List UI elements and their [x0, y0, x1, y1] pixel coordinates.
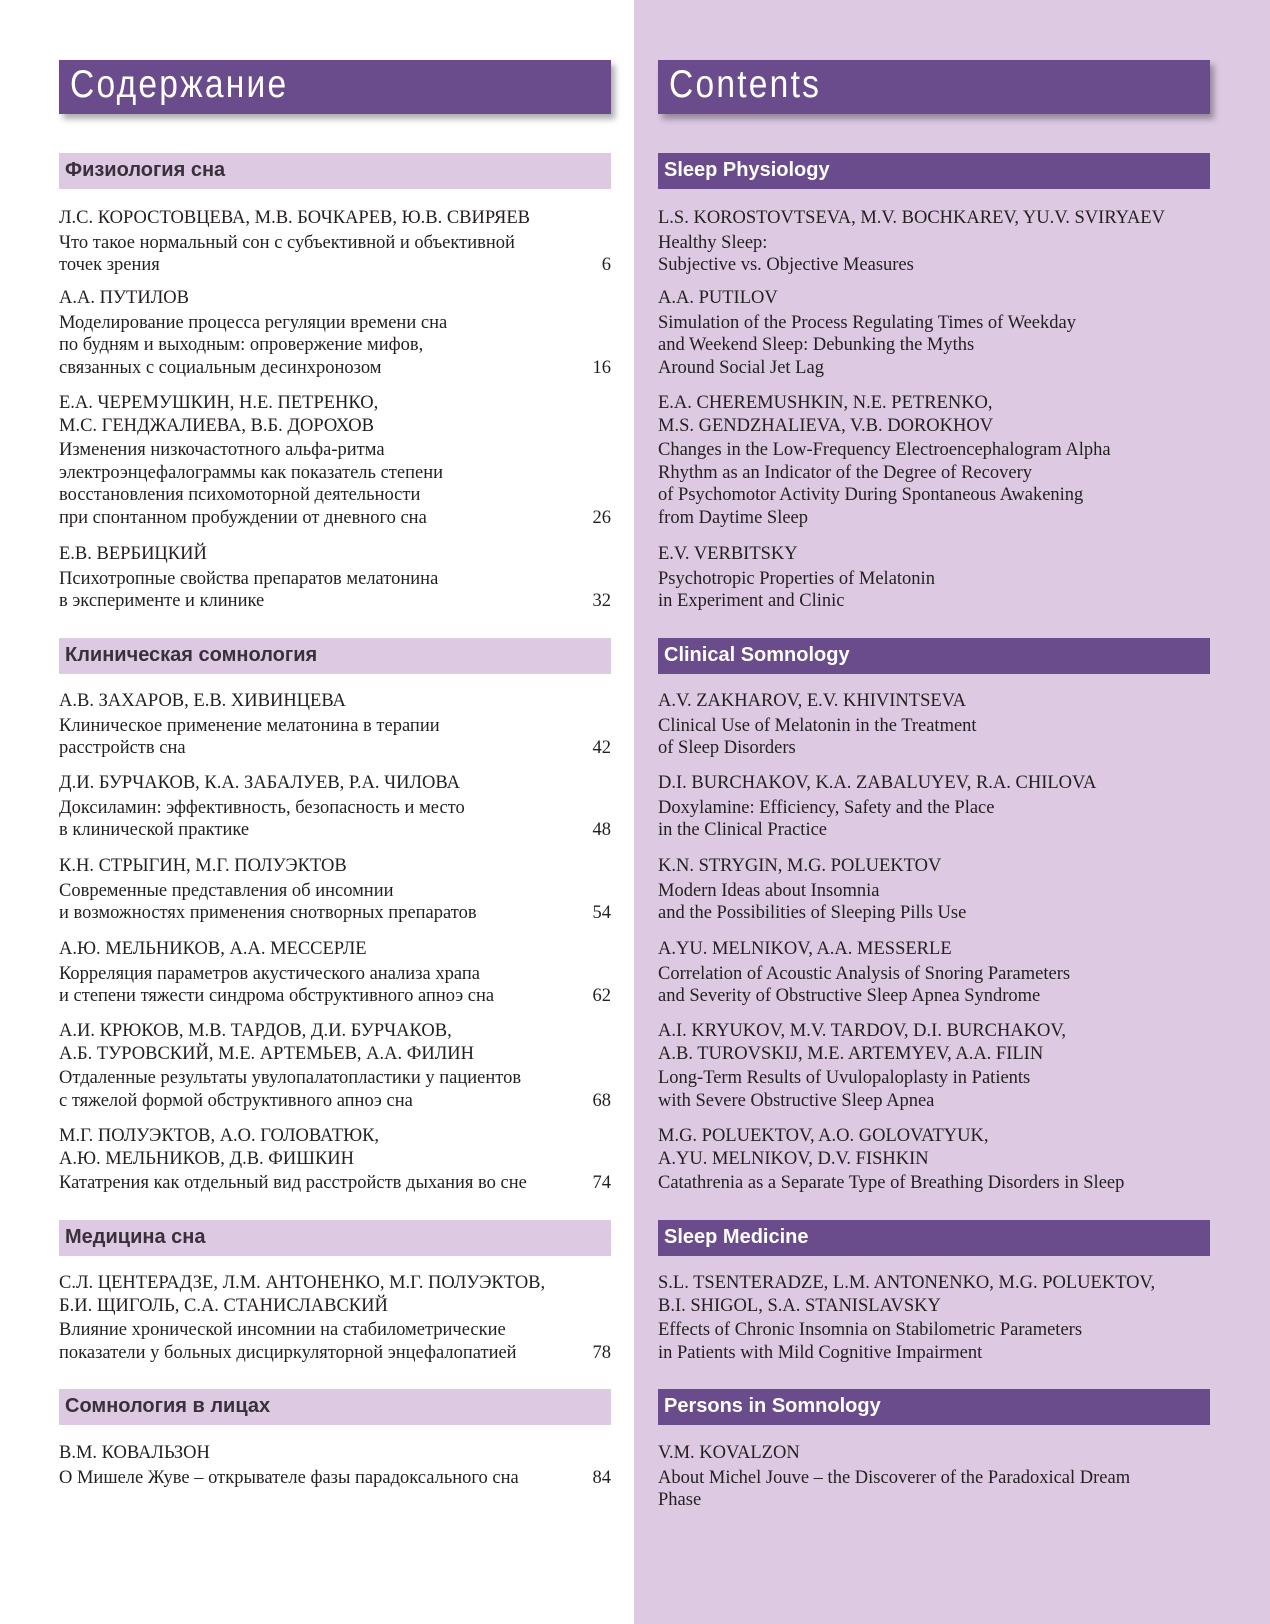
entry-title: Doxylamine: Efficiency, Safety and the Place in the Clinical Practice [658, 797, 995, 840]
entry-authors: A.A. PUTILOV [658, 288, 778, 308]
section-header[interactable]: Медицина сна [59, 1220, 611, 1256]
section-header[interactable]: Sleep Physiology [658, 153, 1210, 189]
page-number: 74 [592, 1173, 611, 1193]
entry-title: Correlation of Acoustic Analysis of Snoring Parameters and Severity of Obstructive Sleep Apnea Syndrome [658, 963, 1071, 1006]
toc-entry[interactable] [658, 690, 1210, 760]
section-header[interactable]: Clinical Somnology [658, 638, 1210, 674]
toc-entry[interactable] [658, 392, 1210, 529]
entry-title: Доксиламин: эффективность, безопасность и место в клинической практике [59, 797, 465, 840]
entry-authors: А.А. ПУТИЛОВ [59, 288, 189, 308]
entry-authors: A.I. KRYUKOV, M.V. TARDOV, D.I. BURCHAKOV, A.B. TUROVSKIJ, M.E. ARTEMYEV, A.A. FILIN [658, 1021, 1066, 1064]
toc-entry[interactable] [658, 1272, 1210, 1364]
section-header[interactable]: Клиническая сомнология [59, 638, 611, 674]
toc-entry[interactable] [59, 938, 611, 1008]
page-number: 48 [592, 820, 611, 840]
toc-entry[interactable] [59, 543, 611, 613]
toc-entry[interactable] [658, 1442, 1210, 1512]
entry-authors: L.S. KOROSTOVTSEVA, M.V. BOCHKAREV, YU.V. SVIRYAEV [658, 208, 1165, 228]
toc-entry[interactable] [658, 543, 1210, 613]
page-title-bar [59, 60, 611, 114]
toc-entry[interactable] [658, 1020, 1210, 1112]
entry-title: Что такое нормальный сон с субъективной и объективной точек зрения [59, 232, 515, 275]
entry-title: Психотропные свойства препаратов мелатонина в эксперименте и клинике [59, 568, 439, 611]
entry-authors: С.Л. ЦЕНТЕРАДЗЕ, Л.М. АНТОНЕНКО, М.Г. ПОЛУЭКТОВ, Б.И. ЩИГОЛЬ, С.А. СТАНИСЛАВСКИЙ [59, 1273, 546, 1316]
entry-title: Simulation of the Process Regulating Times of Weekday and Weekend Sleep: Debunking the Myths Around Social Jet Lag [658, 312, 1076, 378]
page-number: 16 [592, 357, 611, 378]
toc-entry[interactable] [658, 1125, 1210, 1195]
page-number: 54 [592, 903, 611, 923]
page-title-bar [658, 60, 1210, 114]
toc-entry[interactable] [658, 287, 1210, 379]
entry-title: Современные представления об инсомнии и возможностях применения снотворных препаратов [59, 880, 477, 923]
entry-title: Effects of Chronic Insomnia on Stabilometric Parameters in Patients with Mild Cognitive Impairment [658, 1320, 1083, 1363]
toc-entry[interactable] [658, 207, 1210, 277]
toc-entry[interactable] [658, 855, 1210, 925]
entry-authors: E.A. CHEREMUSHKIN, N.E. PETRENKO, M.S. GENDZHALIEVA, V.B. DOROKHOV [658, 393, 994, 436]
entry-title: Клиническое применение мелатонина в терапии расстройств сна [59, 715, 440, 758]
entry-title: Modern Ideas about Insomnia and the Possibilities of Sleeping Pills Use [658, 880, 967, 923]
entry-title: Влияние хронической инсомнии на стабилометрические показатели у больных дисциркуляторной энцефалопатией [59, 1320, 517, 1363]
entry-authors: A.YU. MELNIKOV, A.A. MESSERLE [658, 939, 952, 959]
entry-title: Моделирование процесса регуляции времени сна по будням и выходным: опровержение мифов, связанных с социальным десинхронозом [59, 312, 448, 378]
page-number: 26 [592, 507, 611, 528]
page-number: 68 [592, 1090, 611, 1111]
entry-authors: M.G. POLUEKTOV, A.O. GOLOVATYUK, A.YU. MELNIKOV, D.V. FISHKIN [658, 1126, 989, 1169]
section-header[interactable]: Физиология сна [59, 153, 611, 189]
toc-entry[interactable] [59, 1020, 611, 1112]
section-header[interactable]: Сомнология в лицах [59, 1389, 611, 1425]
toc-entry[interactable] [59, 207, 611, 277]
page-number: 6 [601, 255, 611, 275]
toc-entry[interactable] [658, 938, 1210, 1008]
toc-entry[interactable] [658, 772, 1210, 842]
entry-title: Changes in the Low-Frequency Electroencephalogram Alpha Rhythm as an Indicator of the Degree of Recovery of Psychomotor Activity During Spontaneous Awakening from Daytime Sleep [658, 440, 1111, 528]
entry-authors: В.М. КОВАЛЬЗОН [59, 1443, 210, 1463]
entry-title: Long-Term Results of Uvulopaloplasty in Patients with Severe Obstructive Sleep Apnea [658, 1068, 1031, 1111]
entry-authors: A.V. ZAKHAROV, E.V. KHIVINTSEVA [658, 691, 967, 711]
entry-authors: Л.С. КОРОСТОВЦЕВА, М.В. БОЧКАРЕВ, Ю.В. СВИРЯЕВ [59, 208, 530, 228]
toc-entry[interactable] [59, 1125, 611, 1195]
entry-authors: D.I. BURCHAKOV, K.A. ZABALUYEV, R.A. CHILOVA [658, 773, 1097, 793]
toc-entry[interactable] [59, 772, 611, 842]
entry-title: About Michel Jouve – the Discoverer of the Paradoxical Dream Phase [658, 1467, 1131, 1510]
page-number: 32 [592, 591, 611, 611]
page-number: 62 [592, 986, 611, 1006]
page-number: 84 [592, 1467, 611, 1488]
page-title: Contents [669, 63, 822, 106]
entry-title: Psychotropic Properties of Melatonin in Experiment and Clinic [658, 568, 935, 611]
entry-title: Отдаленные результаты увулопалатопластики у пациентов с тяжелой формой обструктивного апноэ сна [59, 1068, 522, 1111]
entry-title: Изменения низкочастотного альфа-ритма электроэнцефалограммы как показатель степени восстановления психомоторной деятельности при спонтанном пробуждении от дневного сна [59, 440, 444, 528]
toc-entry[interactable] [59, 287, 611, 379]
entry-title: Корреляция параметров акустического анализа храпа и степени тяжести синдрома обструктивного апноэ сна [59, 963, 495, 1006]
entry-authors: А.В. ЗАХАРОВ, Е.В. ХИВИНЦЕВА [59, 691, 346, 711]
entry-authors: Е.А. ЧЕРЕМУШКИН, Н.Е. ПЕТРЕНКО, М.С. ГЕНДЖАЛИЕВА, В.Б. ДОРОХОВ [59, 393, 379, 436]
entry-title: Catathrenia as a Separate Type of Breathing Disorders in Sleep [658, 1173, 1125, 1193]
toc-entry[interactable] [59, 855, 611, 925]
toc-entry[interactable] [59, 1272, 611, 1364]
page-number: 78 [592, 1342, 611, 1363]
page-number: 42 [592, 738, 611, 758]
entry-authors: Д.И. БУРЧАКОВ, К.А. ЗАБАЛУЕВ, Р.А. ЧИЛОВА [59, 773, 460, 793]
section-header[interactable]: Sleep Medicine [658, 1220, 1210, 1256]
section-header[interactable]: Persons in Somnology [658, 1389, 1210, 1425]
toc-entry[interactable] [59, 392, 611, 529]
entry-title: О Мишеле Жуве – открывателе фазы парадоксального сна [59, 1467, 519, 1488]
entry-authors: А.И. КРЮКОВ, М.В. ТАРДОВ, Д.И. БУРЧАКОВ, А.Б. ТУРОВСКИЙ, М.Е. АРТЕМЬЕВ, А.А. ФИЛИН [59, 1021, 475, 1064]
entry-title: Healthy Sleep: Subjective vs. Objective Measures [658, 232, 914, 275]
toc-entry[interactable] [59, 1442, 611, 1489]
toc-entry[interactable] [59, 690, 611, 760]
entry-authors: E.V. VERBITSKY [658, 544, 798, 564]
entry-authors: V.M. KOVALZON [658, 1443, 800, 1463]
entry-title: Clinical Use of Melatonin in the Treatment of Sleep Disorders [658, 715, 977, 758]
entry-authors: S.L. TSENTERADZE, L.M. ANTONENKO, M.G. POLUEKTOV, B.I. SHIGOL, S.A. STANISLAVSKY [658, 1273, 1156, 1316]
entry-title: Кататрения как отдельный вид расстройств дыхания во сне [59, 1173, 527, 1193]
entry-authors: K.N. STRYGIN, M.G. POLUEKTOV [658, 856, 942, 876]
entry-authors: А.Ю. МЕЛЬНИКОВ, А.А. МЕССЕРЛЕ [59, 939, 367, 959]
entry-authors: М.Г. ПОЛУЭКТОВ, А.О. ГОЛОВАТЮК, А.Ю. МЕЛЬНИКОВ, Д.В. ФИШКИН [59, 1126, 380, 1169]
page-title: Содержание [70, 63, 289, 106]
entry-authors: К.Н. СТРЫГИН, М.Г. ПОЛУЭКТОВ [59, 856, 347, 876]
entry-authors: Е.В. ВЕРБИЦКИЙ [59, 544, 207, 564]
